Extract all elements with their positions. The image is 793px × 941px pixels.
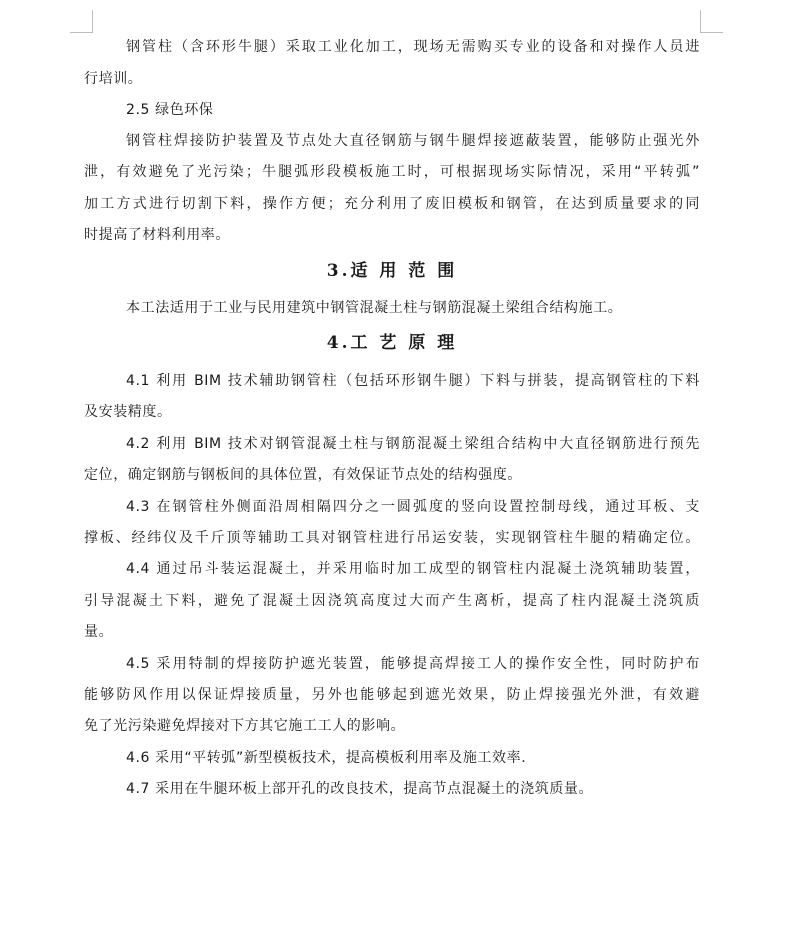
text-line: 量。 (84, 624, 114, 640)
page-corner-mark-top-left (70, 10, 93, 33)
text-line: 行培训。 (84, 71, 143, 87)
text-line: 4.4 通过吊斗装运混凝土，并采用临时加工成型的钢管柱内混凝土浇筑辅助装置， (126, 561, 700, 577)
text-line: 4.7 采用在牛腿环板上部开孔的改良技术，提高节点混凝土的浇筑质量。 (126, 781, 594, 797)
text-line: 钢管柱（含环形牛腿）采取工业化加工，现场无需购买专业的设备和对操作人员进 (126, 39, 700, 55)
text-line: 4.3 在钢管柱外侧面沿周相隔四分之一圆弧度的竖向设置控制母线，通过耳板、支 (126, 499, 700, 515)
text-line: 定位，确定钢筋与钢板间的具体位置，有效保证节点处的结构强度。 (84, 467, 522, 483)
text-line: 泄，有效避免了光污染；牛腿弧形段模板施工时，可根据现场实际情况，采用“平转弧” (84, 164, 700, 180)
text-line: 撑板、经纬仪及千斤顶等辅助工具对钢管柱进行吊运安装，实现钢管柱牛腿的精确定位。 (84, 530, 700, 546)
text-line: 钢管柱焊接防护装置及节点处大直径钢筋与钢牛腿焊接遮蔽装置，能够防止强光外 (126, 133, 700, 149)
text-line: 4.1 利用 BIM 技术辅助钢管柱（包括环形钢牛腿）下料与拼装，提高钢管柱的下料 (126, 373, 700, 389)
text-line: 能够防风作用以保证焊接质量，另外也能够起到遮光效果，防止焊接强光外泄，有效避 (84, 687, 700, 703)
section-heading: 3.适 用 范 围 (326, 261, 458, 281)
text-line: 及安装精度。 (84, 404, 172, 420)
section-heading: 4.工 艺 原 理 (326, 333, 458, 353)
section-subheading: 2.5 绿色环保 (126, 102, 214, 118)
text-line: 加工方式进行切割下料，操作方便；充分利用了废旧模板和钢管，在达到质量要求的同 (84, 196, 700, 212)
text-line: 4.6 采用“平转弧”新型模板技术，提高模板利用率及施工效率. (126, 750, 527, 766)
text-line: 免了光污染避免焊接对下方其它施工工人的影响。 (84, 718, 406, 734)
text-line: 4.5 采用特制的焊接防护遮光装置，能够提高焊接工人的操作安全性，同时防护布 (126, 656, 700, 672)
text-line: 引导混凝土下料，避免了混凝土因浇筑高度过大而产生离析，提高了柱内混凝土浇筑质 (84, 593, 700, 609)
page-corner-mark-top-right (700, 10, 723, 33)
text-line: 4.2 利用 BIM 技术对钢管混凝土柱与钢筋混凝土梁组合结构中大直径钢筋进行预先 (126, 436, 700, 452)
text-line: 本工法适用于工业与民用建筑中钢管混凝土柱与钢筋混凝土梁组合结构施工。 (126, 300, 623, 316)
text-line: 时提高了材料利用率。 (84, 227, 230, 243)
